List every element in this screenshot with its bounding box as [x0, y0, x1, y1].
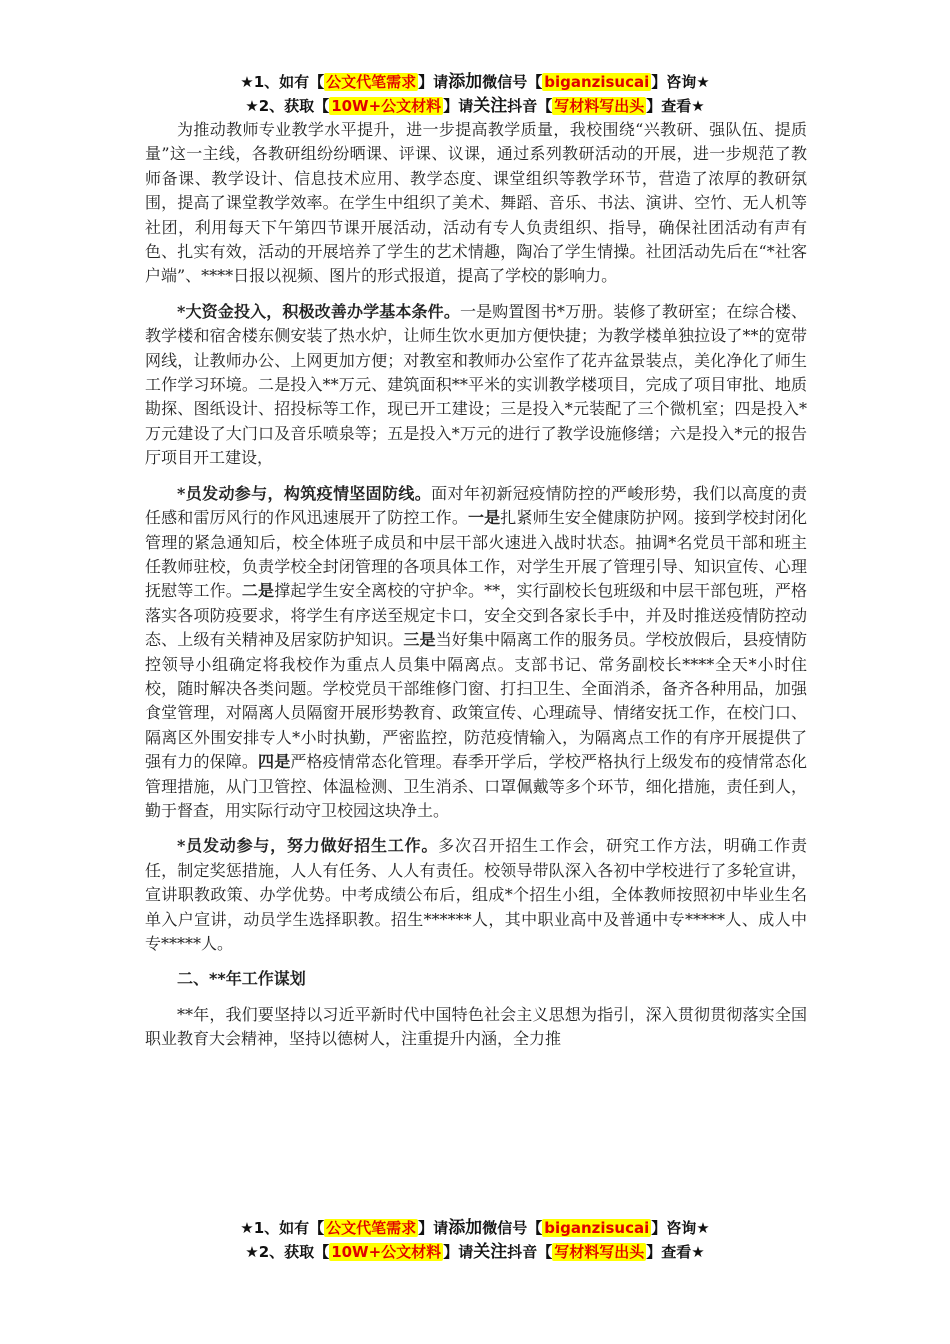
paragraph-text: 一是购置图书*万册。装修了教研室；在综合楼、教学楼和宿舍楼东侧安装了热水炉，让师生饮水更加方便快捷；为教学楼单独拉设了**的宽带网线，让教师办公、上网更加方便；对教室和教师办公室作了花卉盆景装点，美化净化了师生工作学习环境。二是投入**万元、建筑面积**平米的实训教学楼项目，完成了项目审批、地质勘探、图纸设计、招投标等工作，现已开工建设；三是投入*元装配了三个微机室；四是投入*万元建设了大门口及音乐喷泉等；五是投入*万元的进行了教学设施修缮；六是投入*元的报告厅项目开工建设， [145, 301, 807, 468]
promo-text: 】请 [418, 73, 449, 91]
promo-text: ★1、如有【 [240, 73, 325, 91]
promo-text: 】咨询★ [651, 73, 710, 91]
promo-emphasis: 关注 [473, 96, 508, 116]
promo-emphasis: 添加 [448, 72, 483, 92]
promo-text: 微信号【 [482, 1219, 543, 1237]
promo-text: 】请 [418, 1219, 449, 1237]
promo-highlight: 公文代笔需求 [326, 73, 417, 91]
promo-text: 】查看★ [646, 97, 705, 115]
promo-text: 抖音【 [507, 97, 553, 115]
paragraph-lead: *大资金投入，积极改善办学基本条件。 [177, 301, 460, 321]
paragraph-text: 多次召开招生工作会，研究工作方法，明确工作责任，制定奖惩措施，人人有任务、人人有责任。校领导带队深入各初中学校进行了多轮宣讲，宣讲职教政策、办学优势。中考成绩公布后，组成*个招生小组，全体教师按照初中毕业生名单入户宣讲，动员学生选择职教。招生******人，其中职业高中及普通中专*****人、成人中专*****人。 [145, 836, 807, 953]
document-body [145, 118, 807, 1052]
wechat-id-highlight: biganzisucai [544, 1219, 650, 1237]
promo-highlight: 10W+公文材料 [331, 1243, 442, 1261]
promo-highlight: 10W+公文材料 [331, 97, 442, 115]
promo-highlight: 公文代笔需求 [326, 1219, 417, 1237]
paragraph-plan: **年，我们要坚持以习近平新时代中国特色社会主义思想为指引，深入贯彻贯彻落实全国职业教育大会精神，坚持以德树人，注重提升内涵，全力推 [145, 1004, 807, 1049]
promo-text: 】请 [443, 1243, 474, 1261]
wechat-id-highlight: biganzisucai [544, 73, 650, 91]
promo-text: ★1、如有【 [240, 1219, 325, 1237]
paragraph-text: 严格疫情常态化管理。春季开学后，学校严格执行上级发布的疫情常态化管理措施，从门卫管控、体温检测、卫生消杀、口罩佩戴等多个环节，细化措施，责任到人，勤于督查，用实际行动守卫校园这块净土。 [145, 752, 807, 820]
promo-emphasis: 添加 [448, 1218, 483, 1238]
paragraph-lead: *员发动参与，努力做好招生工作。 [177, 836, 439, 856]
promo-line-1 [0, 70, 950, 94]
promo-text: 】查看★ [646, 1243, 705, 1261]
promo-text: 】咨询★ [651, 1219, 710, 1237]
douyin-id-highlight: 写材料写出头 [554, 97, 645, 115]
douyin-id-highlight: 写材料写出头 [554, 1243, 645, 1261]
paragraph-text: 面对年初新冠疫情防控的严峻形势，我们以高度的责任感和雷厉风行的作风迅速展开了防控工作。 [145, 483, 807, 528]
paragraph-lead: *员发动参与，构筑疫情坚固防线。 [177, 483, 432, 503]
paragraph-teaching-research: 为推动教师专业教学水平提升，进一步提高教学质量，我校围绕“兴教研、强队伍、提质量”这一主线，各教研组纷纷晒课、评课、议课，通过系列教研活动的开展，进一步规范了教师备课、教学设计、信息技术应用、教学态度、课堂组织等教学环节，营造了浓厚的教研氛围，提高了课堂教学效率。在学生中组织了美术、舞蹈、音乐、书法、演讲、空竹、无人机等社团，利用每天下午第四节课开展活动，活动有专人负责组织、指导，确保社团活动有声有色、扎实有效，活动的开展培养了学生的艺术情趣，陶冶了学生情操。社团活动先后在“*社客户端”、****日报以视频、图片的形式报道，提高了学校的影响力。 [145, 120, 807, 286]
list-marker: 二是 [241, 581, 275, 601]
promo-text: 】请 [443, 97, 474, 115]
promo-text: ★2、获取【 [245, 97, 330, 115]
promo-text: 抖音【 [507, 1243, 553, 1261]
list-marker: 三是 [403, 630, 436, 650]
paragraph-text: 撑起学生安全离校的守护伞。**，实行副校长包班级和中层干部包班，严格落实各项防疫要求，将学生有序送至规定卡口，安全交到各家长手中，并及时推送疫情防控动态、上级有关精神及居家防护知识。 [145, 581, 807, 650]
paragraph-enrollment [145, 834, 807, 956]
paragraph-text: 扎紧师生安全健康防护网。接到学校封闭化管理的紧急通知后，校全体班子成员和中层干部火速进入战时状态。抽调*名党员干部和班主任教师驻校，负责学校全封闭管理的各项具体工作，对学生开展了管理引导、知识宣传、心理抚慰等工作。 [145, 508, 807, 601]
paragraph-funding [145, 300, 807, 471]
list-marker: 一是 [467, 508, 501, 528]
promo-text: 微信号【 [482, 73, 543, 91]
promo-emphasis: 关注 [473, 1242, 508, 1262]
promo-line-1 [0, 1216, 950, 1240]
list-marker: 四是 [258, 752, 291, 772]
promo-line-2 [0, 94, 950, 118]
paragraph-text: 当好集中隔离工作的服务员。学校放假后，县疫情防控领导小组确定将我校作为重点人员集中隔离点。支部书记、常务副校长****全天*小时住校，随时解决各类问题。学校党员干部维修门窗、打扫卫生、全面消杀，备齐各种用品，加强食堂管理，对隔离人员隔窗开展形势教育、政策宣传、心理疏导、情绪安抚工作，在校门口、隔离区外围安排专人*小时执勤，严密监控，防范疫情输入，为隔离点工作的有序开展提供了强有力的保障。 [145, 630, 807, 772]
promo-line-2 [0, 1240, 950, 1264]
promo-text: ★2、获取【 [245, 1243, 330, 1261]
section-heading: 二、**年工作谋划 [177, 969, 306, 989]
paragraph-epidemic [145, 482, 807, 824]
